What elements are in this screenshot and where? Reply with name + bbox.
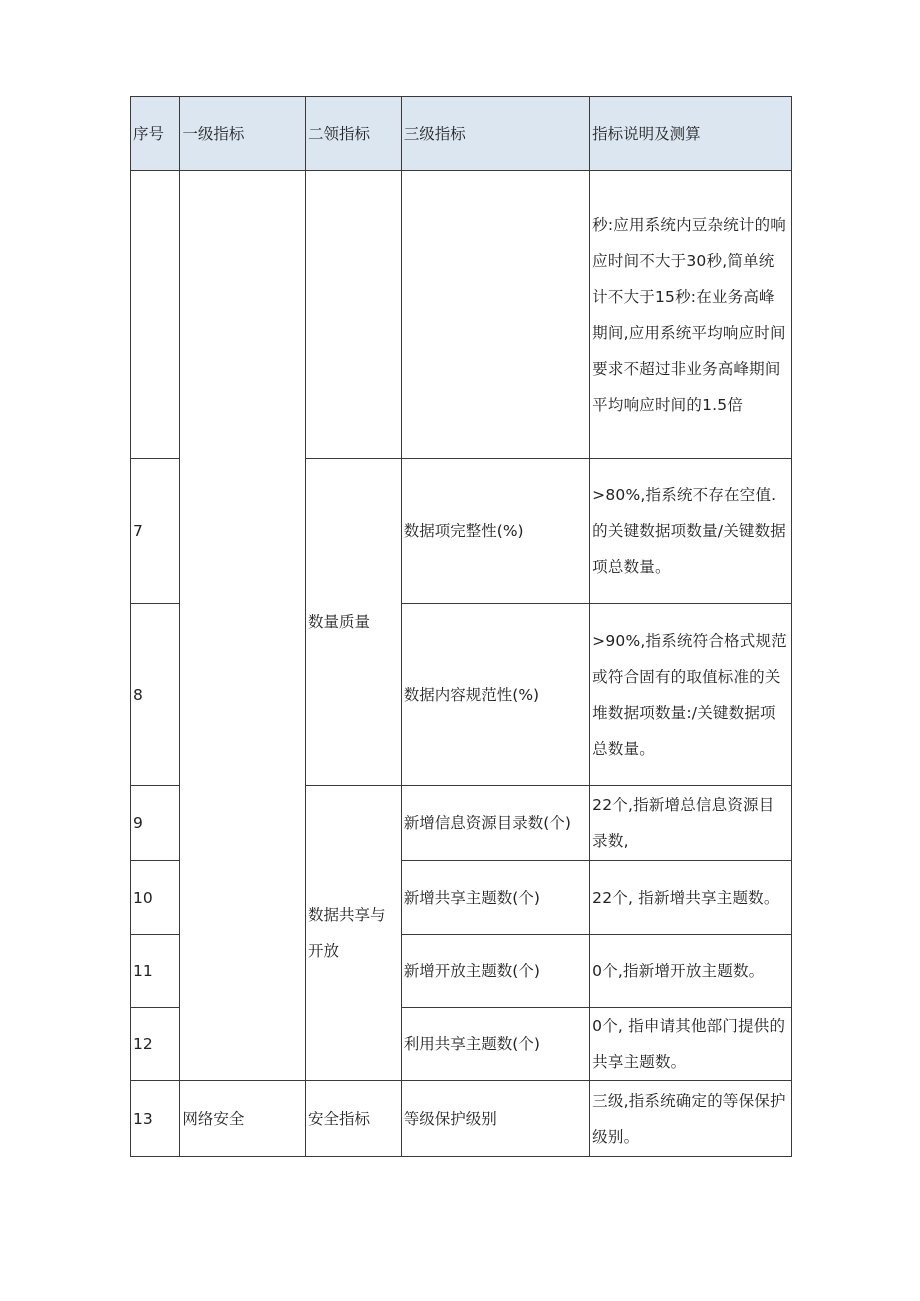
cell-no: 13 <box>131 1081 180 1157</box>
cell-desc: 秒:应用系统内豆杂统计的响应时间不大于30秒,简单统计不大于15秒:在业务高峰期间,应用系统平均响应时间要求不超过非业务高峰期间平均响应时间的1.5倍 <box>590 171 792 459</box>
header-no: 序号 <box>131 97 180 171</box>
cell-level3: 数据项完整性(%) <box>401 459 589 604</box>
cell-desc: >80%,指系统不存在空值.的关键数据项数量/关键数据项总数量。 <box>590 459 792 604</box>
cell-desc: 22个, 指新增共享主题数。 <box>590 861 792 935</box>
cell-no: 10 <box>131 861 180 935</box>
cell-level2-quality: 数量质量 <box>306 459 402 786</box>
cell-desc: 三级,指系统确定的等保保护级别。 <box>590 1081 792 1157</box>
cell-level2-sharing: 数据共享与开放 <box>306 786 402 1081</box>
cell-level3: 新增信息资源目录数(个) <box>401 786 589 861</box>
table-row <box>131 171 792 459</box>
cell-level1: 网络安全 <box>180 1081 306 1157</box>
cell-desc: >90%,指系统符合格式规范或符合固有的取值标准的关堆数据项数量:/关键数据项总数量。 <box>590 604 792 786</box>
cell-desc: 0个, 指申请其他部门提供的共享主题数。 <box>590 1008 792 1081</box>
cell-level3 <box>401 171 589 459</box>
cell-desc: 22个,指新增总信息资源目录数, <box>590 786 792 861</box>
header-level1: 一级指标 <box>180 97 306 171</box>
cell-level3: 新增共享主题数(个) <box>401 861 589 935</box>
cell-desc: 0个,指新增开放主题数。 <box>590 935 792 1008</box>
cell-level1-merged <box>180 171 306 1081</box>
header-level3: 三级指标 <box>401 97 589 171</box>
cell-level3: 利用共享主题数(个) <box>401 1008 589 1081</box>
cell-no <box>131 171 180 459</box>
header-desc: 指标说明及测算 <box>590 97 792 171</box>
indicator-table <box>130 96 792 1157</box>
cell-level3: 等级保护级别 <box>401 1081 589 1157</box>
table-row <box>131 1081 792 1157</box>
cell-level2: 安全指标 <box>306 1081 402 1157</box>
cell-no: 8 <box>131 604 180 786</box>
cell-no: 12 <box>131 1008 180 1081</box>
header-level2: 二领指标 <box>306 97 402 171</box>
cell-level3: 数据内容规范性(%) <box>401 604 589 786</box>
table-header-row <box>131 97 792 171</box>
cell-level3: 新增开放主题数(个) <box>401 935 589 1008</box>
cell-no: 11 <box>131 935 180 1008</box>
cell-no: 9 <box>131 786 180 861</box>
cell-no: 7 <box>131 459 180 604</box>
cell-level2 <box>306 171 402 459</box>
